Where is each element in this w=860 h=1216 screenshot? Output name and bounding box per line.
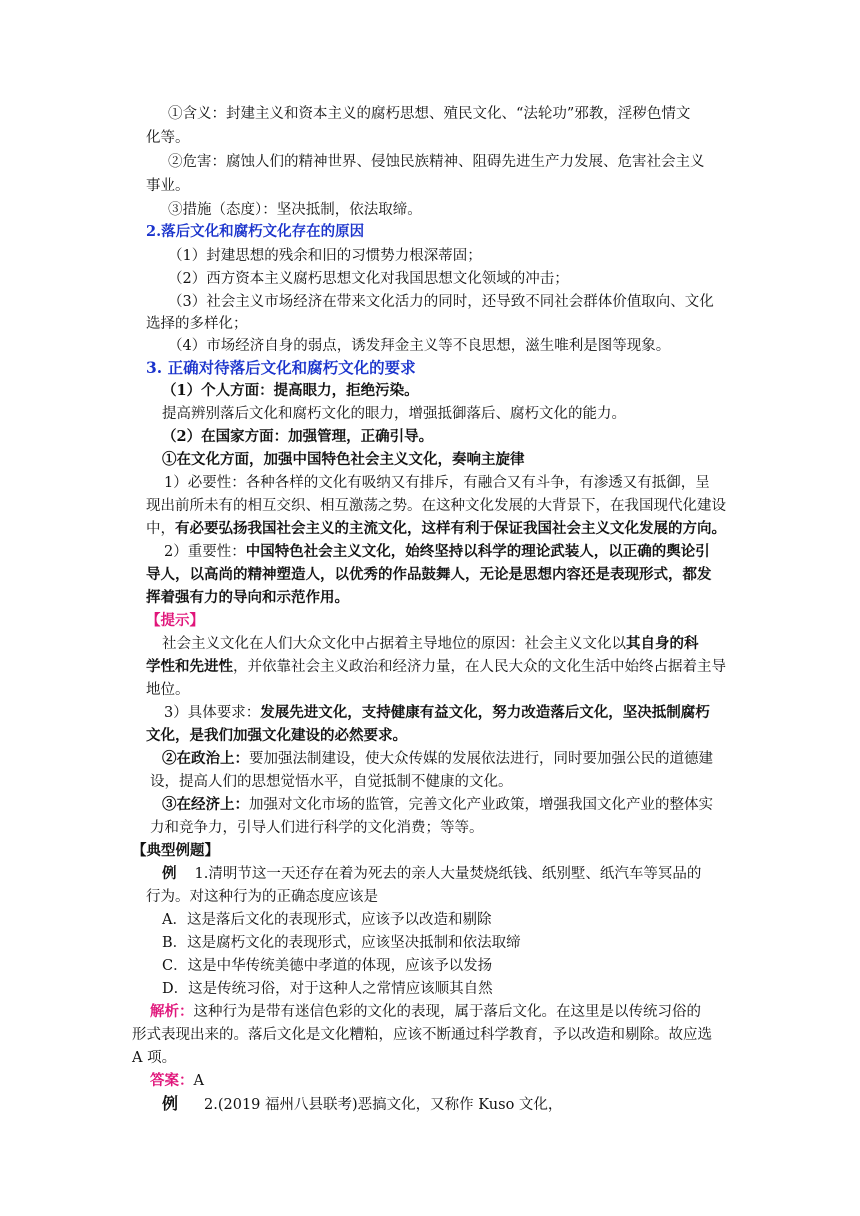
economic-line-2: 力和竞争力，引导人们进行科学的文化消费；等等。 [150, 820, 484, 836]
importance-line-1: 2）重要性：中国特色社会主义文化，始终坚持以科学的理论武装人，以正确的舆论引 [164, 543, 710, 560]
analysis-line-1: 解析：这种行为是带有迷信色彩的文化的表现，属于落后文化。在这里是以传统习俗的 [150, 1003, 701, 1020]
reason-3-line-2: 选择的多样化； [146, 316, 248, 332]
section-3-heading: 3. 正确对待落后文化和腐朽文化的要求 [146, 358, 416, 377]
analysis-line-2: 形式表现出来的。落后文化是文化糟粕，应该不断通过科学教育，予以改造和剔除。故应选 [132, 1027, 712, 1043]
example-1-line-1: 例 1.清明节这一天还存在着为死去的亲人大量焚烧纸钱、纸别墅、纸汽车等冥品的 [162, 865, 702, 882]
option-c: C．这是中华传统美德中孝道的体现，应该予以发扬 [162, 958, 493, 974]
tip-line-2: 学性和先进性，并依靠社会主义政治和经济力量，在人民大众的文化生活中始终占据着主导 [146, 658, 726, 675]
option-d: D．这是传统习俗，对于这种人之常情应该顺其自然 [162, 981, 493, 997]
reason-4: （4）市场经济自身的弱点，诱发拜金主义等不良思想，滋生唯利是图等现象。 [168, 338, 671, 354]
tip-label: 【提示】 [146, 612, 204, 629]
reason-3-line-1: （3）社会主义市场经济在带来文化活力的同时，还导致不同社会群体价值取向、文化 [168, 294, 714, 310]
political-line-2: 设，提高人们的思想觉悟水平，自觉抵制不健康的文化。 [150, 774, 513, 790]
necessity-line-3: 中，有必要弘扬我国社会主义的主流文化，这样有利于保证我国社会主义文化发展的方向。 [146, 520, 726, 537]
tip-line-1: 社会主义文化在人们大众文化中占据着主导地位的原因：社会主义文化以其自身的科 [162, 635, 699, 652]
option-a: A．这是落后文化的表现形式，应该予以改造和剔除 [162, 912, 492, 928]
necessity-line-1: 1）必要性：各种各样的文化有吸纳又有排斥，有融合又有斗争，有渗透又有抵御，呈 [164, 475, 710, 491]
necessity-line-2: 现出前所未有的相互交织、相互激荡之势。在这种文化发展的大背景下，在我国现代化建设 [146, 498, 726, 514]
meaning-line-2: 化等。 [146, 130, 190, 146]
analysis-line-3: A 项。 [132, 1050, 177, 1066]
option-b: B．这是腐朽文化的表现形式，应该坚决抵制和依法取缔 [162, 935, 521, 951]
specific-line-2: 文化，是我们加强文化建设的必然要求。 [146, 727, 407, 744]
examples-heading: 【典型例题】 [132, 842, 219, 859]
harm-line-2: 事业。 [146, 178, 190, 194]
answer-line: 答案：A [150, 1072, 204, 1089]
personal-body: 提高辨别落后文化和腐朽文化的眼力，增强抵御落后、腐朽文化的能力。 [162, 406, 626, 422]
culture-aspect-title: ①在文化方面，加强中国特色社会主义文化，奏响主旋律 [162, 451, 525, 468]
importance-line-3: 挥着强有力的导向和示范作用。 [146, 589, 349, 606]
example-2-line: 例 2.(2019 福州八县联考)恶搞文化，又称作 Kuso 文化， [162, 1094, 563, 1113]
section-2-heading: 2.落后文化和腐朽文化存在的原因 [146, 223, 365, 240]
political-line-1: ②在政治上：要加强法制建设，使大众传媒的发展依法进行，同时要加强公民的道德建 [162, 750, 713, 767]
personal-title: （1）个人方面：提高眼力，拒绝污染。 [162, 382, 419, 399]
meaning-line-1: ①含义：封建主义和资本主义的腐朽思想、殖民文化、“法轮功”邪教，淫秽色情文 [168, 106, 691, 122]
reason-2: （2）西方资本主义腐朽思想文化对我国思想文化领域的冲击； [168, 271, 569, 287]
specific-line-1: 3）具体要求：发展先进文化，支持健康有益文化，努力改造落后文化，坚决抵制腐朽 [164, 704, 710, 721]
measures-line: ③措施（态度）：坚决抵制，依法取缔。 [168, 202, 422, 218]
harm-line-1: ②危害：腐蚀人们的精神世界、侵蚀民族精神、阻碍先进生产力发展、危害社会主义 [168, 154, 705, 170]
reason-1: （1）封建思想的残余和旧的习惯势力根深蒂固； [168, 248, 482, 264]
tip-line-3: 地位。 [146, 682, 190, 698]
economic-line-1: ③在经济上：加强对文化市场的监管，完善文化产业政策，增强我国文化产业的整体实 [162, 796, 713, 813]
national-title: （2）在国家方面：加强管理，正确引导。 [162, 428, 434, 445]
importance-line-2: 导人，以高尚的精神塑造人，以优秀的作品鼓舞人，无论是思想内容还是表现形式，都发 [146, 566, 712, 583]
example-1-line-2: 行为。对这种行为的正确态度应该是 [146, 889, 378, 905]
